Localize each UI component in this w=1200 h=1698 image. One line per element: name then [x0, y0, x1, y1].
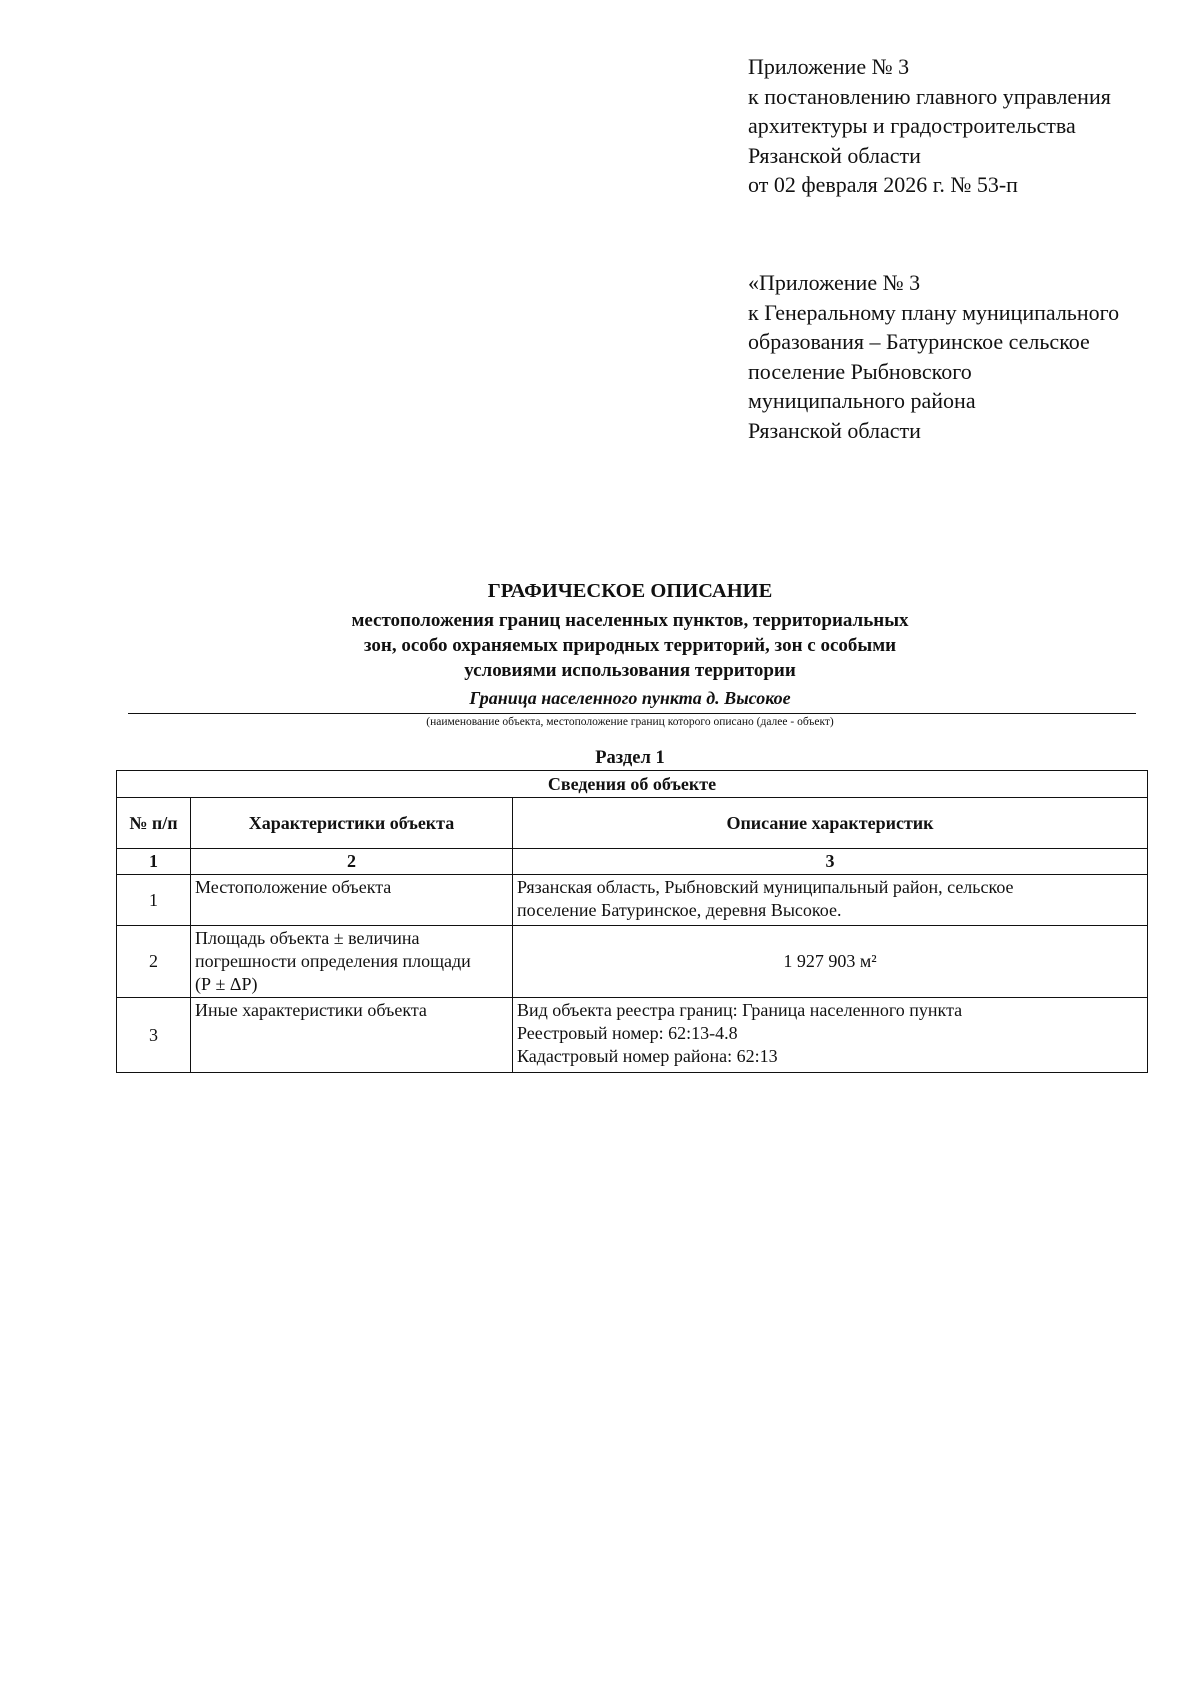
appendix-master-plan-block	[748, 268, 1119, 445]
appendix-line: Рязанской области	[748, 142, 921, 168]
appendix-resolution-block	[748, 52, 1111, 200]
description-line: Вид объекта реестра границ: Граница населенного пункта	[517, 1000, 963, 1020]
row-description: 1 927 903 м²	[513, 926, 1148, 998]
appendix-line: образования – Батуринское сельское	[748, 329, 1090, 354]
row-num: 3	[117, 998, 191, 1073]
row-characteristic: Иные характеристики объекта	[191, 998, 513, 1073]
row-description	[513, 875, 1148, 926]
subtitle-line: местоположения границ населенных пунктов, территориальных	[351, 610, 909, 631]
header-num: № п/п	[117, 798, 191, 849]
table-row	[117, 926, 1148, 998]
index-cell: 3	[513, 849, 1148, 875]
appendix-line: муниципального района	[748, 388, 976, 413]
description-line: Кадастровый номер района: 62:13	[517, 1046, 778, 1066]
row-num: 1	[117, 875, 191, 926]
description-line: Рязанская область, Рыбновский муниципальный район, сельское	[517, 877, 1014, 897]
table-title-row	[117, 771, 1148, 798]
appendix-line: от 02 февраля 2026 г. № 53-п	[748, 172, 1018, 197]
characteristic-line: (Р ± ΔР)	[195, 974, 258, 994]
document-subtitle	[130, 608, 1130, 683]
appendix-line: к постановлению главного управления	[748, 83, 1111, 109]
table-header-row	[117, 798, 1148, 849]
description-line: Реестровый номер: 62:13-4.8	[517, 1023, 738, 1043]
row-description	[513, 998, 1148, 1073]
object-name-underline	[128, 713, 1136, 714]
table-title: Сведения об объекте	[117, 771, 1148, 798]
appendix-line: Рязанской области	[748, 417, 921, 443]
header-description: Описание характеристик	[513, 798, 1148, 849]
row-characteristic: Местоположение объекта	[191, 875, 513, 926]
object-name: Граница населенного пункта д. Высокое	[469, 688, 791, 708]
appendix-line: к Генеральному плану муниципального	[748, 299, 1120, 325]
document-title: ГРАФИЧЕСКОЕ ОПИСАНИЕ	[487, 580, 773, 602]
index-cell: 1	[117, 849, 191, 875]
index-cell: 2	[191, 849, 513, 875]
header-characteristic: Характеристики объекта	[191, 798, 513, 849]
section-heading: Раздел 1	[595, 748, 665, 768]
appendix-line: архитектуры и градостроительства	[748, 113, 1076, 138]
characteristic-line: погрешности определения площади	[195, 951, 471, 971]
description-line: поселение Батуринское, деревня Высокое.	[517, 900, 842, 920]
row-num: 2	[117, 926, 191, 998]
appendix-line: Приложение № 3	[748, 54, 910, 79]
appendix-line: «Приложение № 3	[748, 270, 921, 295]
object-info-table	[116, 770, 1148, 1073]
subtitle-line: условиями использования территории	[464, 660, 796, 681]
subtitle-line: зон, особо охраняемых природных территорий, зон с особыми	[363, 635, 897, 656]
characteristic-line: Площадь объекта ± величина	[195, 928, 420, 948]
row-characteristic	[191, 926, 513, 998]
object-caption: (наименование объекта, местоположение границ которого описано (далее - объект)	[426, 716, 834, 728]
appendix-line: поселение Рыбновского	[748, 358, 972, 384]
table-row	[117, 998, 1148, 1073]
table-index-row	[117, 849, 1148, 875]
table-row	[117, 875, 1148, 926]
